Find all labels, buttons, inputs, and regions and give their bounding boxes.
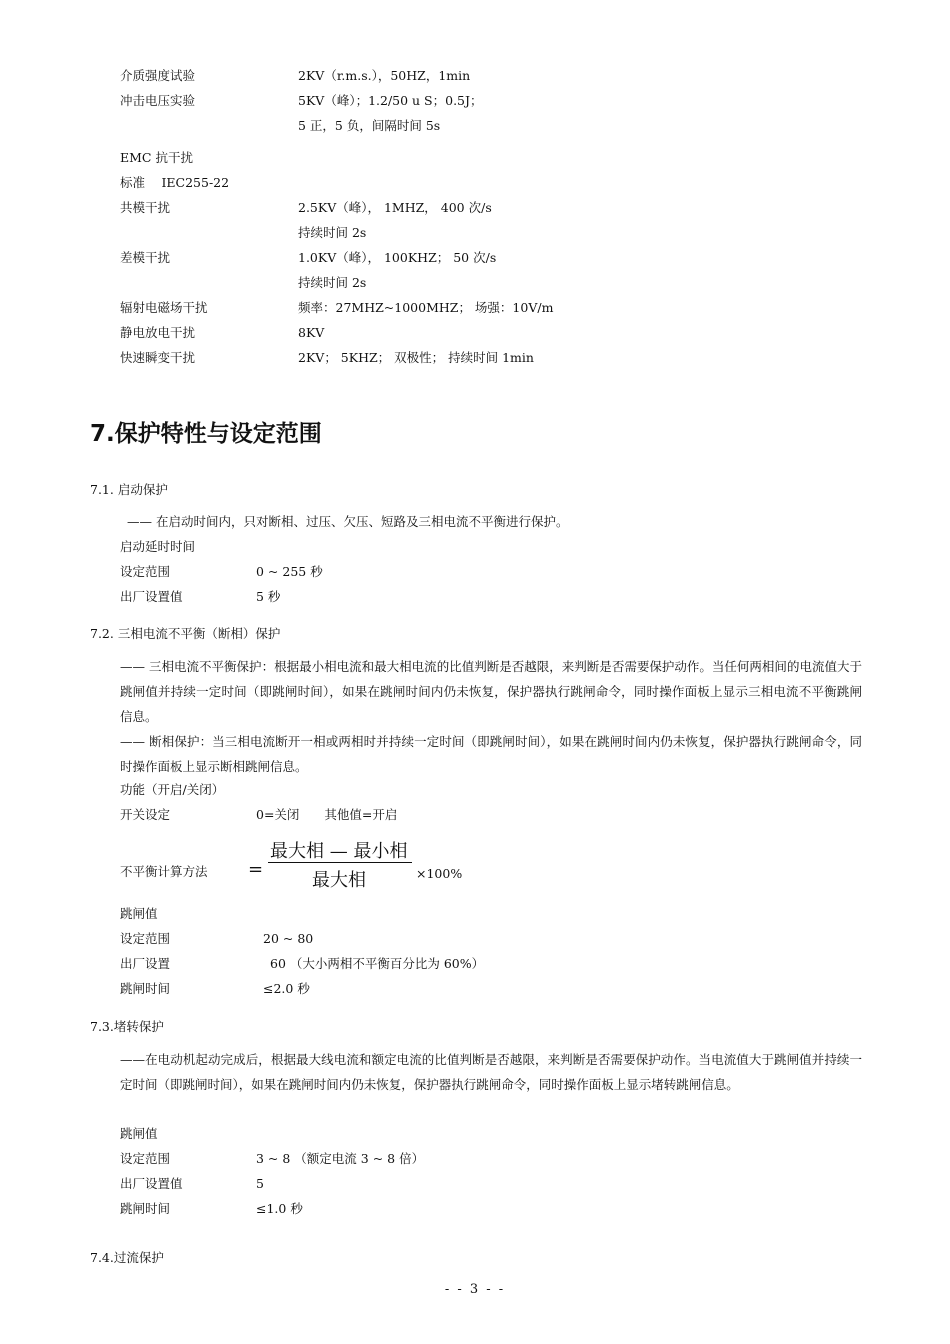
section-7-1-factory-label: 出厂设置值: [120, 589, 183, 604]
section-7-1-sub: 启动延时时间: [120, 539, 196, 554]
section-7-3-factory-value: 5: [256, 1176, 264, 1191]
section-7-3-range-value: 3 ~ 8 （额定电流 3 ~ 8 倍）: [256, 1151, 425, 1166]
spec-label-impulse: 冲击电压实验: [120, 93, 196, 108]
emc-value-eft: 2KV； 5KHZ； 双极性； 持续时间 1min: [298, 350, 534, 365]
emc-title: EMC 抗干扰: [120, 150, 193, 165]
emc-value-esd: 8KV: [298, 325, 325, 340]
spec-value-impulse: 5KV（峰）；1.2/50 u S；0.5J；: [298, 93, 483, 108]
emc-value-radiated: 频率：27MHZ~1000MHZ； 场强：10V/m: [298, 300, 554, 315]
emc-value-common-mode-duration: 持续时间 2s: [298, 225, 367, 240]
section-7-1-range-value: 0 ~ 255 秒: [256, 564, 323, 579]
emc-value-diff-mode-duration: 持续时间 2s: [298, 275, 367, 290]
emc-label-esd: 静电放电干扰: [120, 325, 196, 340]
emc-value-diff-mode: 1.0KV（峰）， 100KHZ； 50 次/s: [298, 250, 497, 265]
section-7-2-calc-label: 不平衡计算方法: [120, 864, 208, 879]
section-7-2-time-value: ≤2.0 秒: [263, 981, 310, 996]
section-7-4-title: 7.4.过流保护: [90, 1250, 164, 1265]
section-7-2-time-label: 跳闸时间: [120, 981, 171, 996]
emc-label-eft: 快速瞬变干扰: [120, 350, 196, 365]
section-7-3-para-1: ——在电动机起动完成后，根据最大线电流和额定电流的比值判断是否越限，来判断是否需要保护动作。当电流值大于跳闸值并持续一定时间（即跳闸时间），如果在跳闸时间内仍未恢复，保护器执行跳闸命令，同时操作面板上显示堵转跳闸信息。: [120, 1052, 862, 1092]
section-7-3-factory-label: 出厂设置值: [120, 1176, 183, 1191]
formula-equals: =: [248, 859, 264, 880]
section-7-3-time-label: 跳闸时间: [120, 1201, 171, 1216]
section-7-3-trip: 跳闸值: [120, 1126, 158, 1141]
section-7-1-desc: —— 在启动时间内，只对断相、过压、欠压、短路及三相电流不平衡进行保护。: [127, 514, 569, 529]
formula-multiplier: ×100%: [416, 866, 463, 881]
section-7-1-range-label: 设定范围: [120, 564, 171, 579]
formula-denominator: 最大相: [312, 870, 366, 891]
section-7-2-factory-value: 60 （大小两相不平衡百分比为 60%）: [270, 956, 485, 971]
emc-label-common-mode: 共模干扰: [120, 200, 171, 215]
spec-value-impulse-cont: 5 正，5 负，间隔时间 5s: [298, 118, 441, 133]
formula-numerator: 最大相 — 最小相: [270, 841, 408, 862]
emc-label-radiated: 辐射电磁场干扰: [120, 300, 208, 315]
section-7-2-para-1: —— 三相电流不平衡保护：根据最小相电流和最大相电流的比值判断是否越限，来判断是否需要保护动作。当任何两相间的电流值大于跳闸值并持续一定时间（即跳闸时间），如果在跳闸时间内仍未恢复，保护器执行跳闸命令，同时操作面板上显示三相电流不平衡跳闸信息。: [120, 659, 862, 724]
section-7-2-range-value: 20 ~ 80: [263, 931, 314, 946]
section-7-3-range-label: 设定范围: [120, 1151, 171, 1166]
formula-fraction-bar: [268, 862, 412, 863]
section-7-3-title: 7.3.堵转保护: [90, 1019, 164, 1034]
section-7-2-function: 功能（开启/关闭）: [120, 782, 225, 797]
section-7-1-factory-value: 5 秒: [256, 589, 281, 604]
section-7-2-range-label: 设定范围: [120, 931, 171, 946]
spec-value-dielectric: 2KV（r.m.s.），50HZ，1min: [298, 68, 471, 83]
spec-label-dielectric: 介质强度试验: [120, 68, 196, 83]
section-heading: 7.保护特性与设定范围: [90, 421, 322, 447]
section-7-2-trip: 跳闸值: [120, 906, 158, 921]
section-7-2-switch-label: 开关设定: [120, 807, 171, 822]
section-7-2-para-2: —— 断相保护：当三相电流断开一相或两相时并持续一定时间（即跳闸时间），如果在跳闸时间内仍未恢复，保护器执行跳闸命令，同时操作面板上显示断相跳闸信息。: [120, 734, 862, 774]
emc-label-diff-mode: 差模干扰: [120, 250, 171, 265]
section-7-3-time-value: ≤1.0 秒: [256, 1201, 303, 1216]
emc-value-common-mode: 2.5KV（峰）， 1MHZ， 400 次/s: [298, 200, 492, 215]
page-number: - - 3 - -: [444, 1282, 506, 1297]
section-7-1-title: 7.1. 启动保护: [90, 482, 168, 497]
section-7-2-title: 7.2. 三相电流不平衡（断相）保护: [90, 626, 281, 641]
emc-standard: 标准 IEC255-22: [120, 175, 230, 190]
section-7-2-switch-value: 0=关闭 其他值=开启: [256, 807, 398, 822]
section-7-2-factory-label: 出厂设置: [120, 956, 171, 971]
